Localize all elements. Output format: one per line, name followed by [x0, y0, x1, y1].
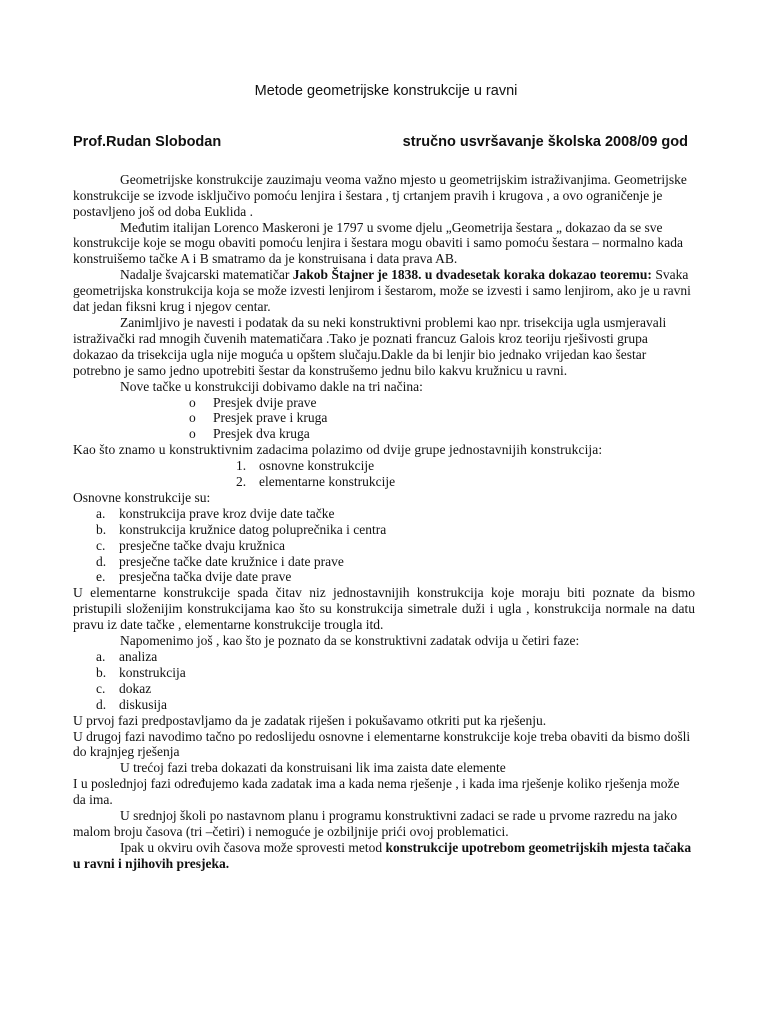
list-item: c. dokaz	[96, 680, 152, 696]
document-page	[73, 84, 695, 872]
paragraph-groups: Kao što znamo u konstruktivnim zadacima polazimo od dvije grupe jednostavnijih konstrukcija:	[73, 442, 603, 458]
conclusion-bold: konstrukcije upotrebom geometrijskih mjesta tačaka u ravni i njihovih presjeka.	[73, 839, 692, 871]
paragraph-basic: Osnovne konstrukcije su:	[73, 489, 211, 505]
list-item: a. konstrukcija prave kroz dvije date tačke	[96, 505, 335, 521]
groups-list	[73, 458, 695, 490]
list-item: d. diskusija	[96, 696, 168, 712]
list-item: c. presječne tačke dvaju kružnica	[96, 537, 286, 553]
author-name: Prof.Rudan Slobodan	[73, 133, 222, 150]
paragraph-intro: Geometrijske konstrukcije zauzimaju veoma važno mjesto u geometrijskim istraživanjima. Geometrijske konstrukcije se izvode isključivo pomoću lenjira i šestara , tj crtanjem pravih i krugova , a ovo ograničenje je postavljeno još od doba Euklida .	[73, 171, 687, 219]
bullet-icon: o	[189, 410, 196, 426]
course-info: stručno usvršavanje školska 2008/09 god	[402, 133, 688, 150]
steiner-lead: Nadalje švajcarski matematičar	[120, 267, 293, 283]
list-item: b. konstrukcija	[96, 664, 186, 680]
list-item: o Presjek dvije prave	[189, 394, 317, 410]
paragraph-conclusion	[73, 840, 695, 872]
paragraph-phase-three: U trećoj fazi treba dokazati da konstruisani lik ima zaista date elemente	[120, 760, 506, 776]
conclusion-lead: Ipak u okviru ovih časova može sprovesti metod	[120, 839, 386, 855]
list-item: d. presječne tačke date kružnice i date prave	[96, 553, 344, 569]
paragraph-phase-four: I u poslednjoj fazi određujemo kada zadatak ima a kada nema rješenje , i kada ima rješenje koliko rješenja može da ima.	[73, 776, 680, 808]
paragraph-maskeroni: Međutim italijan Lorenco Maskeroni je 1797 u svome djelu „Geometrija šestara „ dokazao da se sve konstrukcije koje se mogu obaviti pomoću lenjira i šestara mogu obaviti i samo pomoću šestara – normalno kada konstruišemo tačke A i B smatramo da je konstruisana i data prava AB.	[73, 219, 683, 267]
list-item: o Presjek dva kruga	[189, 426, 310, 442]
document-title: Metode geometrijske konstrukcije u ravni	[254, 83, 518, 99]
list-item: e. presječna tačka dvije date prave	[96, 569, 292, 585]
paragraph-steiner	[73, 267, 695, 315]
paragraph-school: U srednjoj školi po nastavnom planu i programu konstruktivni zadaci se rade u prvome razredu na jako malom broju časova (tri –četiri) i nemoguće je ozbiljnije prići ovoj problematici.	[73, 808, 678, 839]
list-item: a. analiza	[96, 649, 158, 664]
paragraph-elementary: U elementarne konstrukcije spada čitav niz jednostavnijih konstrukcija koje moraju biti poznate da bismo pristupili složenijim konstrukcijama kao što su konstrukcija simetrale duži i ugla , konstrukcija normale na datu pravu iz date tačke , elementarne konstrukcije trougla itd.	[73, 585, 695, 633]
ways-list	[73, 395, 695, 443]
bullet-icon: o	[189, 426, 196, 442]
paragraph-new-points: Nove tačke u konstrukciji dobivamo dakle na tri načina:	[120, 378, 423, 394]
paragraph-phase-one: U prvoj fazi predpostavljamo da je zadatak riješen i pokušavamo otkriti put ka rješenju.	[73, 712, 547, 728]
list-item: o Presjek prave i kruga	[189, 410, 328, 426]
header-line	[73, 135, 695, 151]
paragraph-phases: Napomenimo još , kao što je poznato da se konstruktivni zadatak odvija u četiri faze:	[120, 633, 580, 649]
phases-list	[73, 649, 695, 713]
list-item: b. konstrukcija kružnice datog poluprečnika i centra	[96, 521, 387, 537]
list-item: 1. osnovne konstrukcije	[236, 458, 375, 474]
steiner-theorem-text: Svaka geometrijska konstrukcija koja se može izvesti lenjirom i šestarom, može se izvesti i samo lenjirom, ako je u ravni dat jedan fiksni krug i njegov centar.	[73, 267, 691, 315]
list-item: 2. elementarne konstrukcije	[236, 474, 396, 490]
paragraph-phase-two: U drugoj fazi navodimo tačno po redoslijedu osnovne i elementarne konstrukcije koje treba obaviti da bismo došli do krajnjeg rješenja	[73, 728, 691, 760]
paragraph-trisection: Zanimljivo je navesti i podatak da su neki konstruktivni problemi kao npr. trisekcija ugla usmjeravali istraživački rad mnogih čuvenih matematičara .Tako je poznati francuz Galois kroz teoriju rješivosti grupa dokazao da trisekcija ugla nije moguća u opštem slučaju.Dakle da bi lenjir bio jednako vrijedan kao šestar potrebno je samo jedno upotrebiti šestar da konstrušemo jednu bilo kakvu kružnicu u ravni.	[73, 314, 667, 378]
bullet-icon: o	[189, 394, 196, 410]
steiner-theorem-bold: Jakob Štajner je 1838. u dvadesetak koraka dokazao teoremu:	[292, 267, 652, 283]
basic-constructions-list	[73, 506, 695, 586]
